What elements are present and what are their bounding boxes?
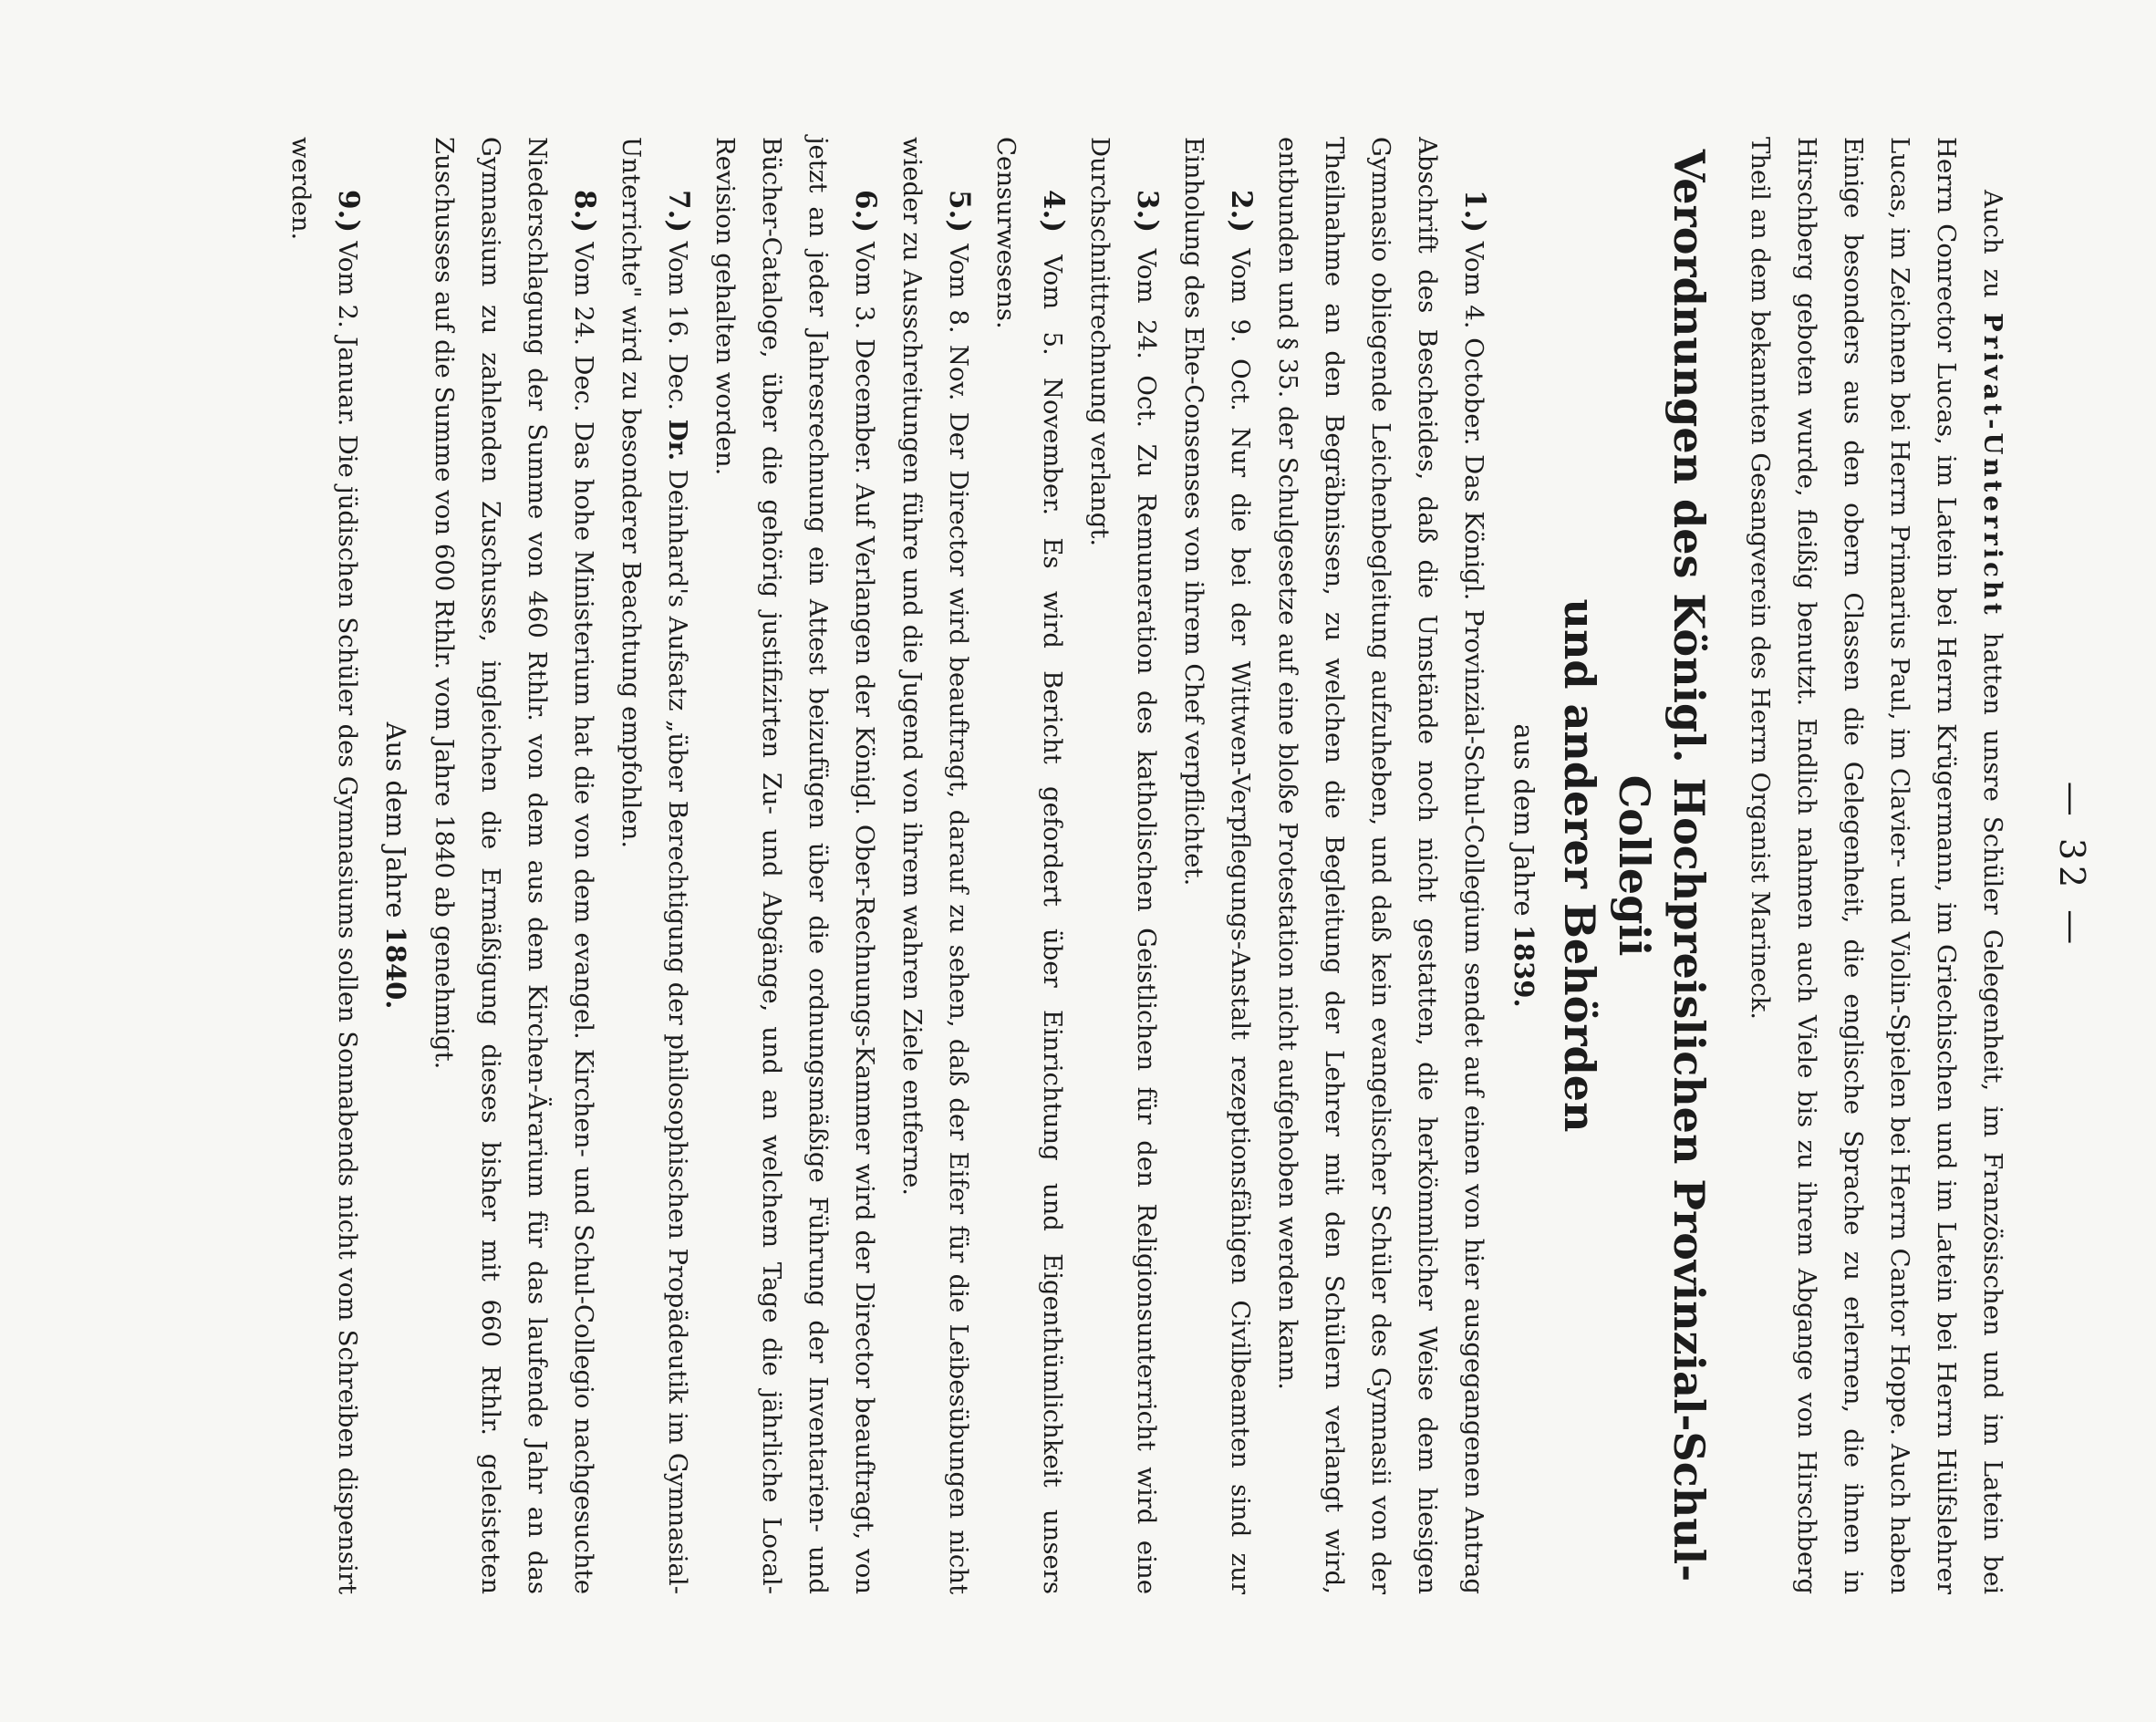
section-heading-line-2: und anderer Behörden [1555,598,1604,1133]
decree-date: Vom 3. December. [850,242,879,475]
decree-item [420,137,607,1594]
decree-item [982,137,1076,1594]
year-heading-year: 1840. [380,926,411,1010]
decree-title-abbrev: Dr. [663,419,692,462]
intro-spaced-term: Privat-Unterricht [1978,313,2007,618]
decree-number: 1.) [1458,190,1491,233]
decree-date: Vom 8. Nov. [944,244,973,401]
decree-item [1264,137,1498,1594]
decree-text: Nur die bei der Wittwen-Verpflegungs-Anstalt rezeptionsfähigen Civilbeamten sind zur Einholung des Ehe-Consenses von ihrem Chef verpflichtet. [1179,137,1255,1595]
decree-item [277,137,371,1594]
decree-text: Die jüdischen Schüler des Gymnasiums sollen Sonnabends nicht vom Schreiben dispensirt werden. [286,137,362,1594]
decree-number: 2.) [1225,190,1258,233]
decree-text: Zu Remuneration des katholischen Geistlichen für den Religionsunterricht wird eine Durchschnittrechnung verlangt. [1085,137,1161,1594]
decree-date: Vom 9. Oct. [1226,248,1255,411]
decree-item [888,137,982,1594]
decree-number: 4.) [1037,190,1070,233]
decree-number: 8.) [568,190,601,233]
decree-date: Vom 24. Dec. [569,242,598,412]
decree-item [1076,137,1170,1594]
section-subheading [1501,137,1547,1594]
decree-text: Das Königl. Provinzial-Schul-Collegium sendet auf einen von hier ausgegangenen Antrag Abschrift des Bescheides, daß die Umstände noch nicht gestatten, die herkömmlicher Weise dem hiesigen Gymnasio obliegende Leichenbegleitung aufzuheben, und daß kein evangelischer Schüler des Gymnasii von der Theilnahme an den Begräbnissen, zu welchen die Begleitung der Lehrer mit den Schülern verlangt wird, entbunden und § 35. der Schulgesetze auf eine bloße Protestation nicht aufgehoben werden kann. [1273,137,1488,1594]
section-heading-line-1: Verordnungen des Königl. Hochpreislichen Provinzial-Schul-Collegii [1610,149,1714,1582]
decree-date: Vom 2. Januar. [333,241,362,427]
decree-item [607,137,701,1594]
decree-date: Vom 5. November. [1038,254,1067,516]
decree-text: Es wird Bericht gefordert über Einrichtung und Eigenthümlichkeit unsers Censurwesens. [991,137,1067,1594]
decree-number: 7.) [662,190,695,233]
section-heading [1552,137,1716,1594]
year-heading-1840 [373,137,419,1594]
intro-paragraph [1736,137,2016,1594]
decree-list-1840 [277,137,371,1594]
subheading-prefix: aus dem Jahre [1508,723,1539,917]
decree-date: Vom 24. Oct. [1132,248,1161,429]
decree-item [701,137,888,1594]
decree-text: Auf Verlangen der Königl. Ober-Rechnungs-Kammer wird der Director beauftragt, von jetzt an jeder Jahresrechnung ein Attest beizufügen über die ordnungsmäßige Führung der Inventarien- und Bücher-Cataloge, über die gehörig justifizirten Zu- und Abgänge, und an welchem Tage die jährliche Local-Revision gehalten worden. [710,137,879,1594]
page-number: — 32 — [2052,781,2092,950]
decree-number: 3.) [1131,190,1164,233]
subheading-year: 1839. [1508,924,1539,1008]
year-heading-prefix: Aus dem Jahre [380,721,411,918]
decree-number: 6.) [849,190,882,233]
decree-text: Der Director wird beauftragt, darauf zu sehen, daß der Eifer für die Leibesübungen nicht wieder zu Ausschreitungen führe und die Jugend von ihrem wahren Ziele entferne. [897,137,973,1594]
decree-text: Das hohe Ministerium hat die von dem evangel. Kirchen- und Schul-Collegio nachgesuchte Niederschlagung der Summe von 460 Rthlr. von dem aus dem Kirchen-Ärarium für das laufende Jahr an das Gymnasium zu zahlenden Zuschusse, ingleichen die Ermäßigung dieses bisher mit 660 Rthlr. geleisteten Zuschusses auf die Summe von 600 Rthlr. vom Jahre 1840 ab genehmigt. [430,137,598,1594]
decree-number: 5.) [943,190,976,233]
decree-list-1839 [420,137,1498,1594]
decree-text: Deinhard's Aufsatz „über Berechtigung der philosophischen Propädeutik im Gymnasial-Unterrichte" wird zu besonderer Beachtung empfohlen. [617,137,692,1594]
intro-lead: Auch zu [1978,190,2007,298]
decree-date: Vom 16. Dec. [663,241,692,411]
decree-item [1170,137,1264,1594]
decree-date: Vom 4. October. [1459,241,1488,446]
intro-text: hatten unsre Schüler Gelegenheit, im Französischen und im Latein bei Herrn Conrector Lucas, im Latein bei Herrn Krügermann, im Griechischen und im Latein bei Herrn Hülfslehrer Lucas, im Zeichnen bei Herrn Primarius Paul, im Clavier- und Violin-Spielen bei Herrn Cantor Hoppe. Auch haben Einige besonders aus den obern Classen die Gelegenheit, die englische Sprache zu erlernen, die ihnen in Hirschberg geboten wurde, fleißig benutzt. Endlich nahmen auch Viele bis zu ihrem Abgange von Hirschberg Theil an dem bekannten Gesangverein des Herrn Organist Marineck. [1746,137,2007,1595]
decree-number: 9.) [332,190,365,233]
